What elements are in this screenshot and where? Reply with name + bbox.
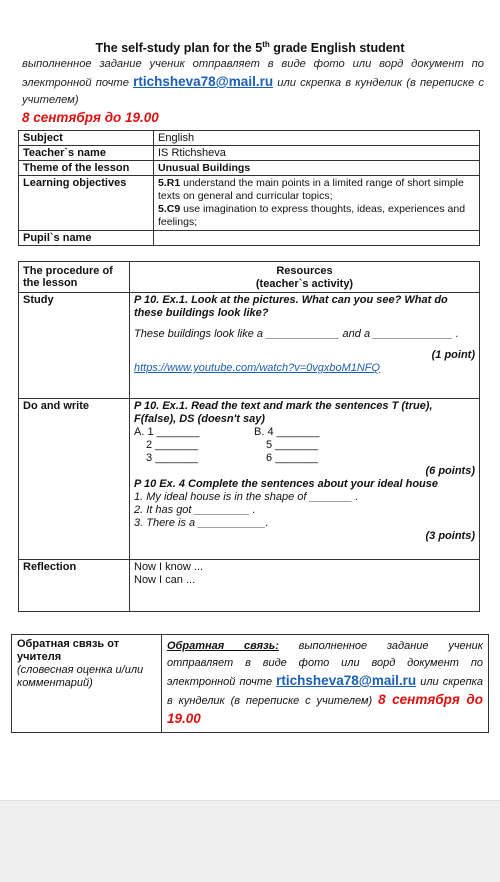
email-link[interactable]: rtichsheva78@mail.ru [133,74,274,89]
pupil-value[interactable] [154,231,480,246]
procedure-head: The procedure of the lesson [19,262,130,293]
subject-label: Subject [19,131,154,146]
do-write-content: P 10. Ex.1. Read the text and mark the sentences T (true), F(false), DS (doesn't say) A. 1 _______ B. 4 _______ 2 _______ 5 _______ 3 _______ 6 _______ (6 points) P 10 Ex. 4 Complete the sentences about your ideal house 1. My ideal house is in the shape of _______ . 2. It has got _________ . 3. There is a ___________. (3 points) [130,399,480,560]
reflection-content: Now I know ... Now I can ... [130,560,480,612]
theme-value: Unusual Buildings [154,161,480,176]
table-row [19,560,480,612]
email-link[interactable]: rtichsheva78@mail.ru [276,673,417,688]
page-title: The self-study plan for the 5th grade English student [95,40,405,56]
table-row [19,131,480,146]
youtube-link[interactable]: https://www.youtube.com/watch?v=0vgxboM1NFQ [134,362,381,374]
resources-head: Resources (teacher`s activity) [130,262,480,293]
teacher-value: IS Rtichsheva [154,146,480,161]
feedback-label: Обратная связь от учителя (словесная оценка и/или комментарий) [12,635,162,733]
table-row [19,262,480,293]
feedback-content: Обратная связь: выполненное задание ученик отправляет в виде фото или ворд документ по электронной почте rtichsheva78@mail.ru или скрепка в кунделик (в переписке с учителем) 8 сентября до 19.00 [162,635,489,733]
reflection-label: Reflection [19,560,130,612]
study-content: P 10. Ex.1. Look at the pictures. What can you see? What do these buildings look like? These buildings look like a ____________ and a _____________ . (1 point) https://www.youtube.com/watch?v=0vgxboM1NFQ [130,293,480,399]
table-row [19,399,480,560]
intro-text: выполненное задание ученик отправляет в виде фото или ворд документ по электронной почте rtichsheva78@mail.ru или скрепка в кунделик (в переписке с учителем) [22,58,485,106]
table-row [19,176,480,231]
theme-label: Theme of the lesson [19,161,154,176]
info-table [18,130,480,246]
table-row [19,161,480,176]
table-row [19,146,480,161]
procedure-table [18,261,480,612]
bottom-area [0,800,500,882]
table-row [19,231,480,246]
table-row [12,635,489,733]
teacher-label: Teacher`s name [19,146,154,161]
objectives-label: Learning objectives [19,176,154,231]
objectives-value [154,176,480,231]
subject-value: English [154,131,480,146]
deadline: 8 сентября до 19.00 [22,110,159,125]
objective-1: 5.R1 understand the main points in a limited range of short simple texts on general and curricular topics; [158,177,464,202]
table-row [19,293,480,399]
study-label: Study [19,293,130,399]
feedback-table [11,634,489,733]
objective-2: 5.C9 use imagination to express thoughts, ideas, experiences and feelings; [158,203,466,228]
pupil-label: Pupil`s name [19,231,154,246]
do-write-label: Do and write [19,399,130,560]
